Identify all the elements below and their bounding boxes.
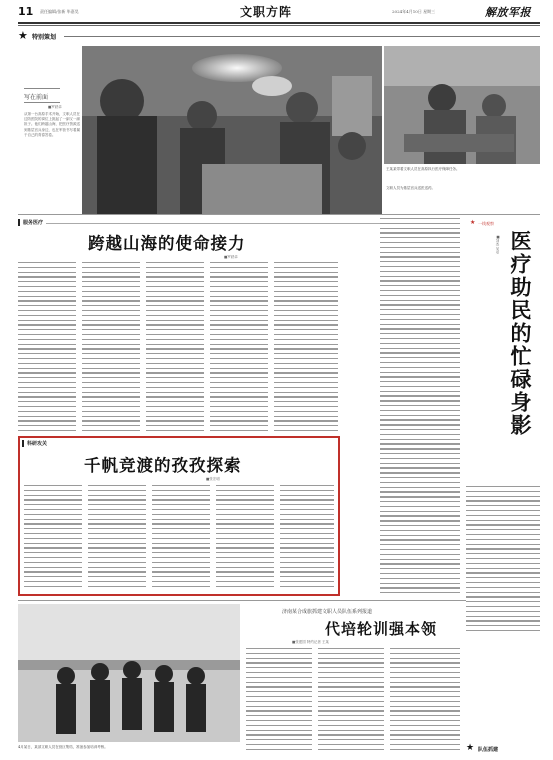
headline-1: 跨越山海的使命接力 [88,234,246,253]
column-tag: ★ 特别策划 [18,29,57,42]
photo-caption-top: 王某某带着文职人员在高原执行医疗保障任务。 [386,167,460,171]
article-1-col-1 [18,262,76,432]
bottom-photo-caption: 4月某日，某部文职人员在营区集结，准备参加培训考核。 [18,745,108,749]
bottom-story-col-3 [390,648,460,750]
star-icon: ★ [18,29,28,42]
photo-caption-right: 文职人员为基层官兵送医送药。 [386,186,435,190]
byline-1: ■罗跃卓 [224,255,238,259]
section-tag-medical: 服务医疗 [18,219,358,227]
article-2-col-2 [88,485,146,591]
masthead [0,0,553,24]
bottom-story-col-2 [318,648,384,750]
right-column-text [466,486,540,636]
bottom-story-byline: ■张建国 特约记者 王某 [292,640,330,644]
preface [18,48,80,210]
article-1-col-4 [210,262,268,432]
section-tag-research: 科研攻关 [22,440,322,448]
preface-text: 从第一台高原手术开始，文职人员在边防医院的岗位上挑起了一副又一副担子。他们跨越山海，把医疗资源送到基层官兵身边，也在军营书写着属于自己的青春答卷。 [24,112,80,137]
preface-author: ■罗跃卓 [48,105,62,109]
headline-2: 千帆竞渡的孜孜探索 [84,456,242,475]
surgery-photo [82,46,382,214]
preface-title: 写在前面 [24,94,49,101]
right-column-tag: ★ 一线观察 [470,219,494,226]
right-column-byline: ■刘杰 吴安 [496,235,500,255]
article-2-col-1 [24,485,82,591]
bottom-story-col-1 [246,648,312,750]
middle-column [380,218,460,596]
byline-2: ■张宏明 [206,477,220,481]
article-1-col-3 [146,262,204,432]
article-2-col-5 [280,485,334,591]
bottom-story-headline: 代培轮训强本领 [325,620,438,638]
field-medic-photo [384,46,540,164]
star-icon: ★ [470,219,476,226]
bottom-story-kicker: 济南某合成旅抓建文职人员队伍系列报道 [282,609,373,615]
bottom-tag: ★ 队伍抓建 [466,743,499,753]
section-title: 文职方阵 [240,5,293,19]
right-column-headline: 医疗助民的忙碌身影 [508,230,532,437]
article-2-col-4 [216,485,274,591]
formation-photo [18,604,240,742]
masthead-date: 2024年4月10日 星期三 [392,9,436,14]
star-icon: ★ [466,743,475,753]
article-1-col-2 [82,262,140,432]
article-2-col-3 [152,485,210,591]
newspaper-logo: 解放军报 [485,6,531,19]
article-1-col-5 [274,262,338,432]
masthead-editor: 责任编辑/张新 毕嘉昊 [40,9,79,14]
page-number: 11 [18,5,34,18]
